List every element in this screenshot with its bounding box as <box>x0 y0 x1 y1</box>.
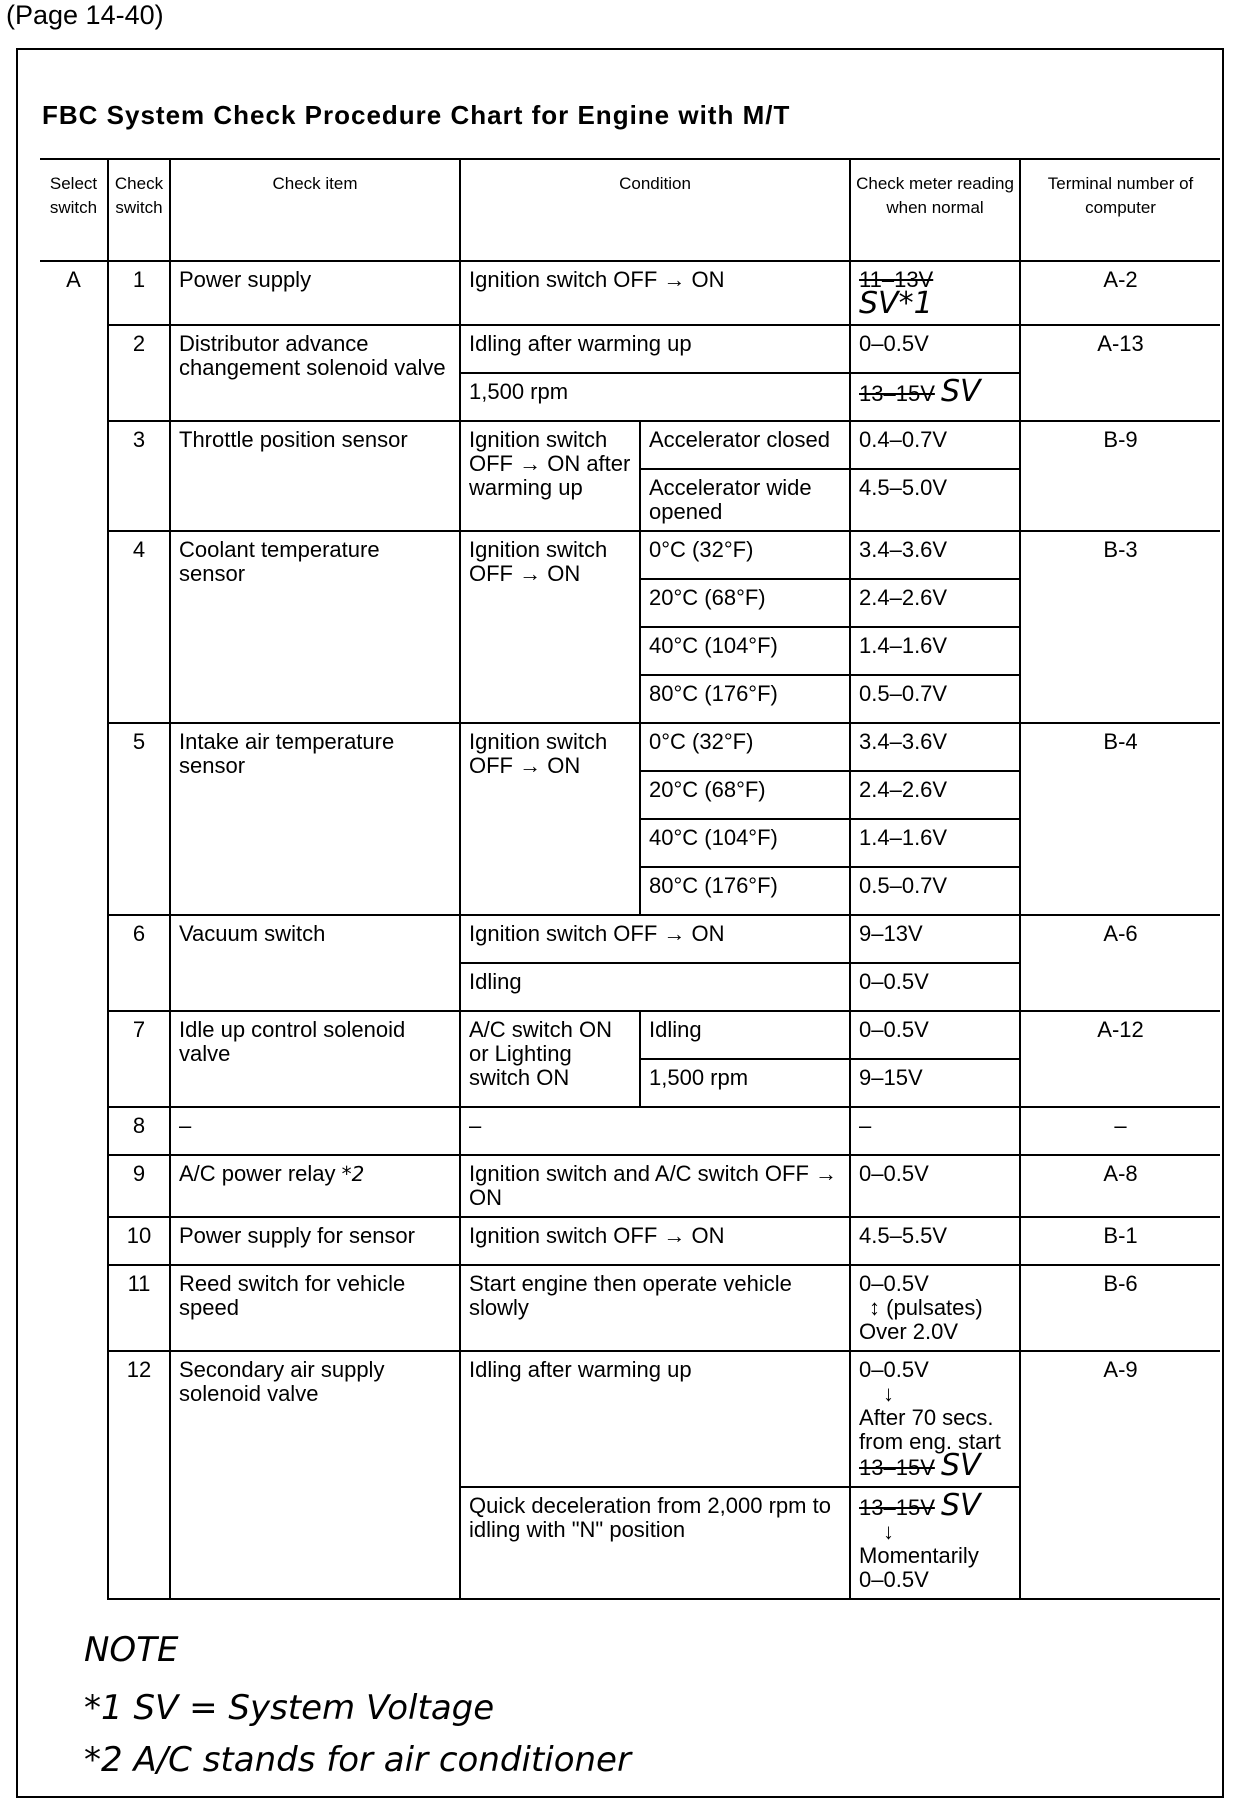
reading-line: Over 2.0V <box>859 1319 959 1344</box>
check-number: 6 <box>108 915 170 1011</box>
reading-line: After 70 secs. from eng. start <box>859 1405 1001 1454</box>
condition: Ignition switch OFF → ON <box>460 1217 850 1265</box>
check-number: 10 <box>108 1217 170 1265</box>
temperature: 0°C (32°F) <box>640 723 850 771</box>
meter-reading: 1.4–1.6V <box>850 627 1020 675</box>
meter-reading: 3.4–3.6V <box>850 531 1020 579</box>
check-item: Vacuum switch <box>170 915 460 1011</box>
condition: 1,500 rpm <box>460 373 850 421</box>
note-footnote-1: *1 SV = System Voltage <box>84 1688 495 1728</box>
sub-condition: 1,500 rpm <box>640 1059 850 1107</box>
terminal-number: B-6 <box>1020 1265 1220 1351</box>
page-reference: (Page 14-40) <box>6 0 164 30</box>
condition: Ignition switch OFF → ON <box>460 531 640 723</box>
meter-reading <box>850 1487 1020 1599</box>
meter-reading: 0.5–0.7V <box>850 867 1020 915</box>
meter-reading: 9–15V <box>850 1059 1020 1107</box>
sub-condition: Idling <box>640 1011 850 1059</box>
temperature: 80°C (176°F) <box>640 675 850 723</box>
header-check-switch: Check switch <box>108 159 170 261</box>
meter-reading: 9–13V <box>850 915 1020 963</box>
handwritten-correction: SV <box>941 1448 981 1483</box>
check-number: 9 <box>108 1155 170 1217</box>
sub-condition: Accelerator closed <box>640 421 850 469</box>
meter-reading: 2.4–2.6V <box>850 579 1020 627</box>
condition: Ignition switch OFF → ON <box>460 915 850 963</box>
table-row <box>40 531 1220 579</box>
temperature: 80°C (176°F) <box>640 867 850 915</box>
table-row <box>40 1217 1220 1265</box>
meter-reading: 0–0.5V <box>850 963 1020 1011</box>
terminal-number: B-1 <box>1020 1217 1220 1265</box>
reading-line: 0–0.5V <box>859 1567 929 1592</box>
check-item: Secondary air supply solenoid valve <box>170 1351 460 1599</box>
terminal-number: A-12 <box>1020 1011 1220 1107</box>
struck-reading: 13–15V <box>859 381 935 406</box>
terminal-number: A-8 <box>1020 1155 1220 1217</box>
condition: Ignition switch OFF → ON <box>460 261 850 325</box>
handwritten-correction: SV <box>941 1488 981 1523</box>
arrow-down: ↓ <box>883 1381 895 1406</box>
condition: Idling <box>460 963 850 1011</box>
terminal-number: B-3 <box>1020 531 1220 723</box>
condition: Start engine then operate vehicle slowly <box>460 1265 850 1351</box>
reading-line <box>859 1448 1011 1483</box>
arrow-down: ↓ <box>883 1519 895 1544</box>
meter-reading: 0.4–0.7V <box>850 421 1020 469</box>
meter-reading <box>850 373 1020 421</box>
table-row <box>40 1107 1220 1155</box>
table-row <box>40 1351 1220 1487</box>
check-number: 7 <box>108 1011 170 1107</box>
meter-reading: 0–0.5V <box>850 1155 1020 1217</box>
terminal-number: A-2 <box>1020 261 1220 325</box>
terminal-number: B-4 <box>1020 723 1220 915</box>
check-item <box>170 1155 460 1217</box>
check-item-label: A/C power relay <box>179 1161 336 1186</box>
reading-line: 0–0.5V <box>859 1357 929 1382</box>
note-title: NOTE <box>84 1630 179 1670</box>
meter-reading: 2.4–2.6V <box>850 771 1020 819</box>
temperature: 20°C (68°F) <box>640 771 850 819</box>
table-row <box>40 1011 1220 1059</box>
meter-reading <box>850 1265 1020 1351</box>
meter-reading: 3.4–3.6V <box>850 723 1020 771</box>
check-item: Power supply for sensor <box>170 1217 460 1265</box>
check-number: 11 <box>108 1265 170 1351</box>
check-number: 4 <box>108 531 170 723</box>
select-switch-value: A <box>40 261 108 1599</box>
check-item: Intake air temperature sensor <box>170 723 460 915</box>
temperature: 0°C (32°F) <box>640 531 850 579</box>
meter-reading: 4.5–5.5V <box>850 1217 1020 1265</box>
check-item: Power supply <box>170 261 460 325</box>
struck-reading: 13–15V <box>859 1455 935 1480</box>
table-row <box>40 421 1220 469</box>
meter-reading: 1.4–1.6V <box>850 819 1020 867</box>
note-footnote-2: *2 A/C stands for air conditioner <box>84 1740 631 1780</box>
handwritten-note <box>84 1630 631 1792</box>
condition: Idling after warming up <box>460 1351 850 1487</box>
check-number: 3 <box>108 421 170 531</box>
table-row <box>40 1265 1220 1351</box>
reading-line: 0–0.5V <box>859 1271 929 1296</box>
terminal-number: B-9 <box>1020 421 1220 531</box>
header-row <box>40 159 1220 261</box>
meter-reading <box>850 1351 1020 1487</box>
header-meter-reading: Check meter reading when normal <box>850 159 1020 261</box>
meter-reading <box>850 261 1020 325</box>
header-terminal: Terminal number of computer <box>1020 159 1220 261</box>
condition: Ignition switch OFF → ON <box>460 723 640 915</box>
header-select-switch: Select switch <box>40 159 108 261</box>
struck-reading: 11–13V <box>859 267 934 292</box>
handwritten-correction: SV <box>941 374 981 409</box>
check-number: 8 <box>108 1107 170 1155</box>
check-item: Coolant temperature sensor <box>170 531 460 723</box>
handwritten-footnote-mark: *2 <box>341 1162 365 1186</box>
condition: Idling after warming up <box>460 325 850 373</box>
check-item: Distributor advance changement solenoid valve <box>170 325 460 421</box>
table-row <box>40 1155 1220 1217</box>
table-row <box>40 915 1220 963</box>
header-check-item: Check item <box>170 159 460 261</box>
terminal-number: A-13 <box>1020 325 1220 421</box>
condition: Ignition switch and A/C switch OFF → ON <box>460 1155 850 1217</box>
check-item: Throttle position sensor <box>170 421 460 531</box>
meter-reading: 0.5–0.7V <box>850 675 1020 723</box>
chart-title: FBC System Check Procedure Chart for Engine with M/T <box>42 100 791 130</box>
condition: Ignition switch OFF → ON after warming up <box>460 421 640 531</box>
handwritten-correction: SV*1 <box>859 286 933 321</box>
reading-line: ↕ (pulsates) <box>869 1295 983 1320</box>
condition: Quick deceleration from 2,000 rpm to idling with "N" position <box>460 1487 850 1599</box>
check-item: – <box>170 1107 460 1155</box>
terminal-number: A-9 <box>1020 1351 1220 1599</box>
sub-condition: Accelerator wide opened <box>640 469 850 531</box>
temperature: 40°C (104°F) <box>640 627 850 675</box>
check-number: 12 <box>108 1351 170 1599</box>
meter-reading: 4.5–5.0V <box>850 469 1020 531</box>
temperature: 40°C (104°F) <box>640 819 850 867</box>
check-procedure-table <box>40 158 1220 1600</box>
check-number: 1 <box>108 261 170 325</box>
table-row <box>40 325 1220 373</box>
reading-line: Momentarily <box>859 1543 979 1568</box>
condition: – <box>460 1107 850 1155</box>
terminal-number: A-6 <box>1020 915 1220 1011</box>
meter-reading: 0–0.5V <box>850 325 1020 373</box>
check-number: 5 <box>108 723 170 915</box>
meter-reading: 0–0.5V <box>850 1011 1020 1059</box>
table-row <box>40 261 1220 325</box>
check-item: Idle up control solenoid valve <box>170 1011 460 1107</box>
check-item: Reed switch for vehicle speed <box>170 1265 460 1351</box>
header-condition: Condition <box>460 159 850 261</box>
temperature: 20°C (68°F) <box>640 579 850 627</box>
meter-reading: – <box>850 1107 1020 1155</box>
condition: A/C switch ON or Lighting switch ON <box>460 1011 640 1107</box>
terminal-number: – <box>1020 1107 1220 1155</box>
struck-reading: 13–15V <box>859 1495 935 1520</box>
reading-line <box>859 1488 1011 1523</box>
check-number: 2 <box>108 325 170 421</box>
table-row <box>40 723 1220 771</box>
